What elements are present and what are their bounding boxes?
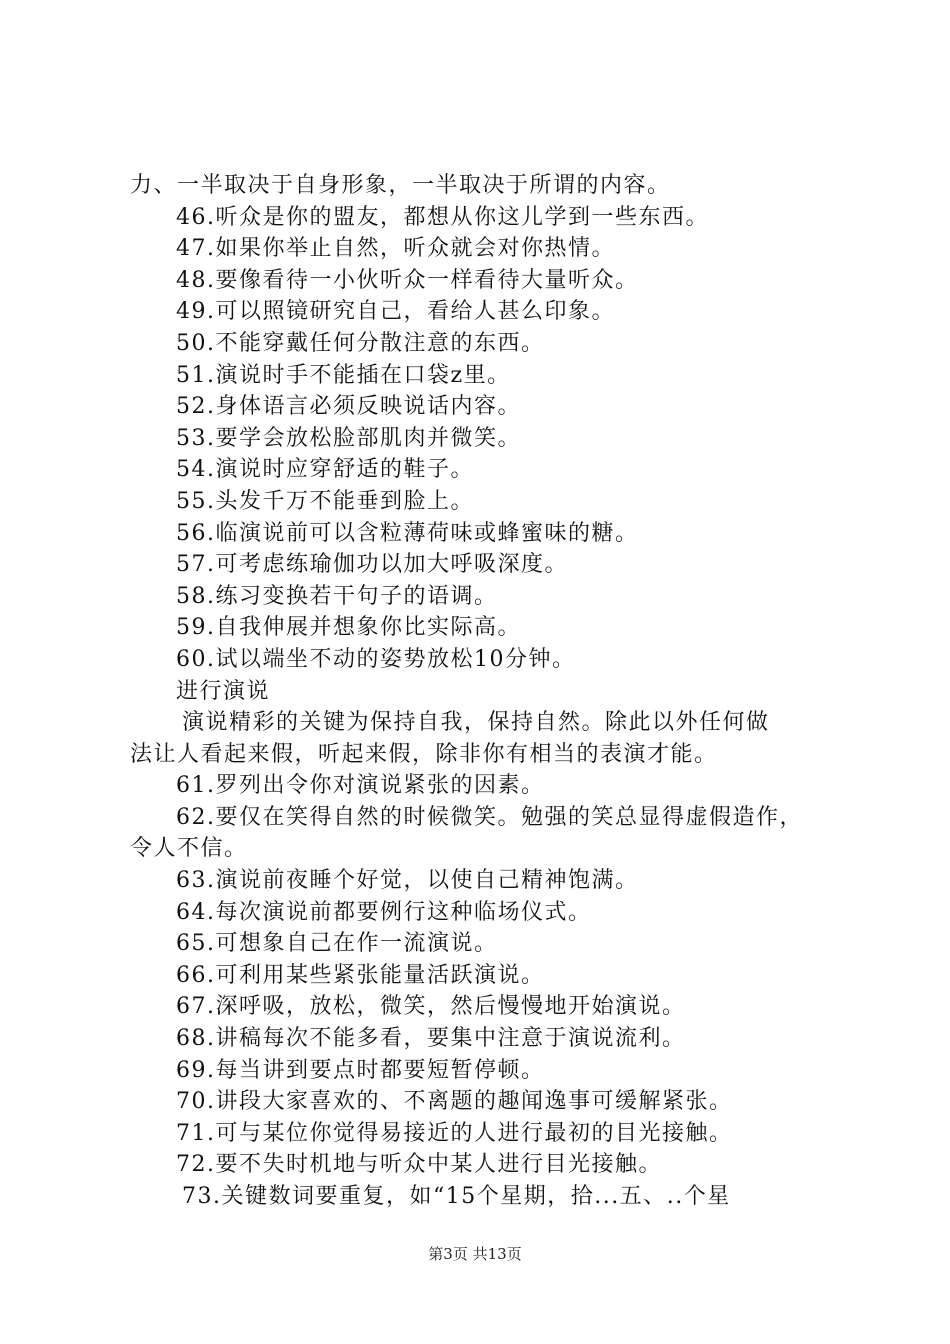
list-item: 46.听众是你的盟友，都想从你这儿学到一些东西。: [176, 204, 709, 230]
list-item: 56.临演说前可以含粒薄荷味或蜂蜜味的糖。: [176, 520, 639, 546]
page-number-footer: 第3页 共13页: [428, 1245, 522, 1263]
list-item-continuation: 令人不信。: [130, 836, 248, 862]
list-item: 66.可利用某些紧张能量活跃演说。: [176, 962, 545, 988]
list-item: 50.不能穿戴任何分散注意的东西。: [176, 330, 545, 356]
list-item: 58.练习变换若干句子的语调。: [176, 583, 498, 609]
list-item: 60.试以端坐不动的姿势放松10分钟。: [176, 646, 576, 672]
list-item: 48.要像看待一小伙听众一样看待大量听众。: [176, 267, 639, 293]
paragraph-line: 演说精彩的关键为保持自我，保持自然。除此以外任何做: [182, 710, 770, 736]
list-item: 67.深呼吸，放松，微笑，然后慢慢地开始演说。: [176, 994, 686, 1020]
list-item: 59.自我伸展并想象你比实际高。: [176, 615, 521, 641]
list-item: 51.演说时手不能插在口袋z里。: [176, 362, 511, 388]
document-body: [130, 170, 850, 1213]
list-item: 73.关键数词要重复，如“15个星期，拾...五、..个星: [182, 1184, 731, 1209]
list-item: 64.每次演说前都要例行这种临场仪式。: [176, 899, 592, 925]
list-item: 71.可与某位你觉得易接近的人进行最初的目光接触。: [176, 1120, 733, 1146]
list-item: 53.要学会放松脸部肌肉并微笑。: [176, 425, 521, 451]
paragraph-line: 法让人看起来假，听起来假，除非你有相当的表演才能。: [130, 741, 718, 767]
list-item: 61.罗列出令你对演说紧张的因素。: [176, 773, 545, 799]
text-line: 力、一半取决于自身形象，一半取决于所谓的内容。: [130, 173, 671, 198]
list-item: 57.可考虑练瑜伽功以加大呼吸深度。: [176, 552, 568, 578]
list-item: 47.如果你举止自然，听众就会对你热情。: [176, 236, 615, 262]
list-item: 68.讲稿每次不能多看，要集中注意于演说流利。: [176, 1026, 686, 1052]
list-item: 54.演说时应穿舒适的鞋子。: [176, 457, 474, 483]
list-item: 65.可想象自己在作一流演说。: [176, 931, 498, 957]
list-item: 69.每当讲到要点时都要短暂停顿。: [176, 1057, 545, 1083]
list-item: 70.讲段大家喜欢的、不离题的趣闻逸事可缓解紧张。: [176, 1089, 733, 1115]
list-item: 49.可以照镜研究自己，看给人甚么印象。: [176, 299, 615, 325]
section-heading: 进行演说: [176, 678, 271, 704]
list-item: 52.身体语言必须反映说话内容。: [176, 394, 521, 420]
list-item: 63.演说前夜睡个好觉，以使自己精神饱满。: [176, 868, 639, 894]
list-item: 62.要仅在笑得自然的时候微笑。勉强的笑总显得虚假造作，: [176, 804, 803, 830]
list-item: 55.头发千万不能垂到脸上。: [176, 488, 474, 514]
list-item: 72.要不失时机地与听众中某人进行目光接触。: [176, 1152, 662, 1178]
